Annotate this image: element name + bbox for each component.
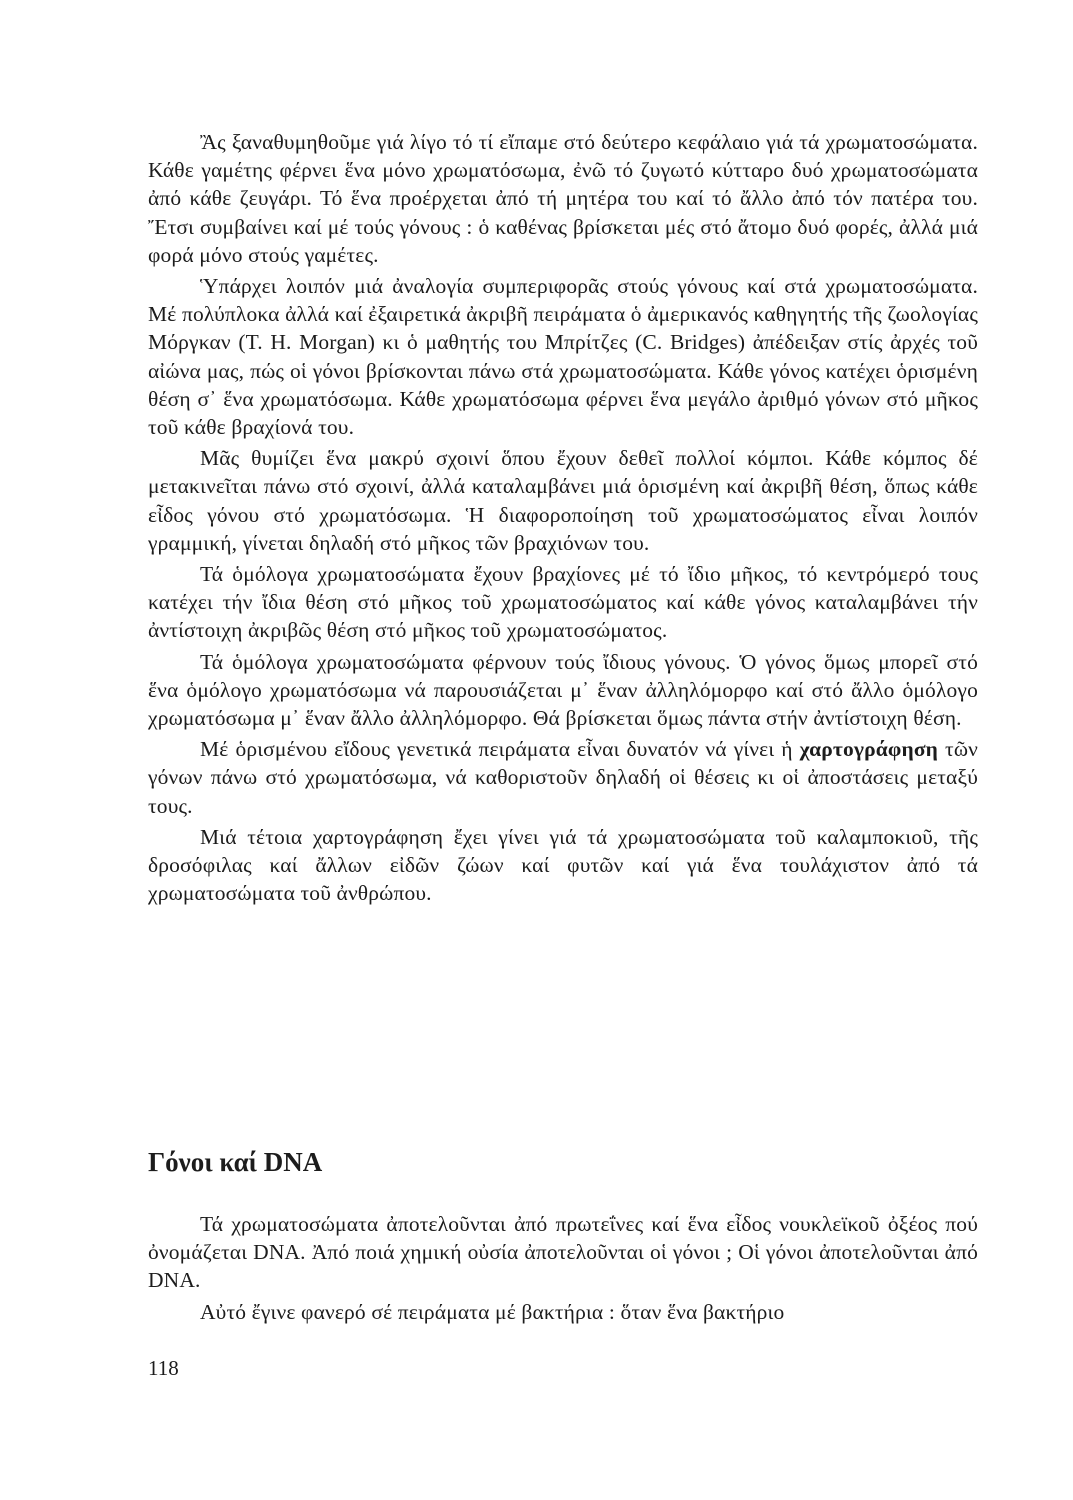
paragraph-gene-mapping (148, 735, 978, 820)
paragraph-homologous-arms: Τά ὁμόλογα χρωματοσώματα ἔχουν βραχίονες μέ τό ἴδιο μῆκος, τό κεντρόμερό τους κατέχει τήν ἴδια θέση στό μῆκος τοῦ χρωματοσώματος καί κάθε γόνος καταλαμβάνει τήν ἀντίστοιχη ἀκριβῶς θέση στό μῆκος τοῦ χρωματοσώματος. (148, 562, 978, 643)
mapping-term-bold: χαρτογράφηση (799, 737, 939, 762)
paragraph-bacteria-experiments: Αὐτό ἔγινε φανερό σέ πειράματα μέ βακτήρια : ὅταν ἕνα βακτήριο (200, 1299, 785, 1324)
mapping-text-after: τῶν γόνων πάνω στό χρωματόσωμα, νά καθοριστοῦν δηλαδή οἱ θέσεις κι οἱ ἀποστάσεις μεταξύ τους. (148, 737, 978, 818)
paragraph-rope-analogy: Μᾶς θυμίζει ἕνα μακρύ σχοινί ὅπου ἔχουν δεθεῖ πολλοί κόμποι. Κάθε κόμπος δέ μετακινεῖται πάνω στό σχοινί, ἀλλά καταλαμβάνει μιά ὁρισμένη καί ἀκριβῆ θέση, ὅπως κάθε εἶδος γόνου στό χρωματόσωμα. Ἡ διαφοροποίηση τοῦ χρωματοσώματος εἶναι λοιπόν γραμμική, γίνεται δηλαδή στό μῆκος τῶν βραχιόνων του. (148, 446, 978, 555)
paragraph-chromosomes-recap: Ἂς ξαναθυμηθοῦμε γιά λίγο τό τί εἴπαμε στό δεύτερο κεφάλαιο γιά τά χρωματοσώματα. Κάθε γαμέτης φέρνει ἕνα μόνο χρωματόσωμα, ἐνῶ τό ζυγωτό κύτταρο δυό χρωματοσώματα ἀπό κάθε ζευγάρι. Τό ἕνα προέρχεται ἀπό τή μητέρα του καί τό ἄλλο ἀπό τόν πατέρα του. Ἔτσι συμβαίνει καί μέ τούς γόνους : ὁ καθένας βρίσκεται μές στό ἄτομο δυό φορές, ἀλλά μιά φορά μόνο στούς γαμέτες. (148, 130, 978, 267)
paragraph-mapping-done: Μιά τέτοια χαρτογράφηση ἔχει γίνει γιά τά χρωματοσώματα τοῦ καλαμποκιοῦ, τῆς δροσόφιλας καί ἄλλων εἰδῶν ζώων καί φυτῶν καί γιά ἕνα τουλάχιστον ἀπό τά χρωματοσώματα τοῦ ἀνθρώπου. (148, 824, 978, 906)
page-body (148, 128, 978, 907)
paragraph-dna-composition: Τά χρωματοσώματα ἀποτελοῦνται ἀπό πρωτεΐνες καί ἕνα εἶδος νουκλεϊκοῦ ὀξέος πού ὀνομάζεται DNA. Ἀπό ποιά χημική οὐσία ἀποτελοῦνται οἱ γόνοι ; Οἱ γόνοι ἀποτελοῦνται ἀπό DNA. (148, 1212, 978, 1293)
section-heading: Γόνοι καί DNA (148, 1147, 323, 1177)
section-body (148, 1210, 978, 1326)
paragraph-alleles: Τά ὁμόλογα χρωματοσώματα φέρνουν τούς ἴδιους γόνους. Ὁ γόνος ὅμως μπορεῖ στό ἕνα ὁμόλογο χρωματόσωμα νά παρουσιάζεται μ᾽ ἕναν ἀλληλόμορφο καί στό ἄλλο ὁμόλογο χρωματόσωμα μ᾽ ἕναν ἄλλο ἀλληλόμορφο. Θά βρίσκεται ὅμως πάντα στήν ἀντίστοιχη θέση. (148, 649, 978, 731)
paragraph-morgan-bridges: Ὑπάρχει λοιπόν μιά ἀναλογία συμπεριφορᾶς στούς γόνους καί στά χρωματοσώματα. Μέ πολύπλοκα ἀλλά καί ἐξαιρετικά ἀκριβῆ πειράματα ὁ ἀμερικανός καθηγητής τῆς ζωολογίας Μόργκαν (T. H. Morgan) κι ὁ μαθητής του Μπρίτζες (C. Bridges) ἀπέδειξαν στίς ἀρχές τοῦ αἰώνα μας, πώς οἱ γόνοι βρίσκονται πάνω στά χρωματοσώματα. Κάθε γόνος κατέχει ὁρισμένη θέση σ᾽ ἕνα χρωματόσωμα. Κάθε χρωματόσωμα φέρνει ἕνα μεγάλο ἀριθμό γόνων στό μῆκος τοῦ κάθε βραχίονά του. (148, 274, 978, 440)
page-number: 118 (148, 1356, 179, 1380)
mapping-text-before: Μέ ὁρισμένου εἴδους γενετικά πειράματα εἶναι δυνατόν νά γίνει ἡ (200, 737, 800, 762)
